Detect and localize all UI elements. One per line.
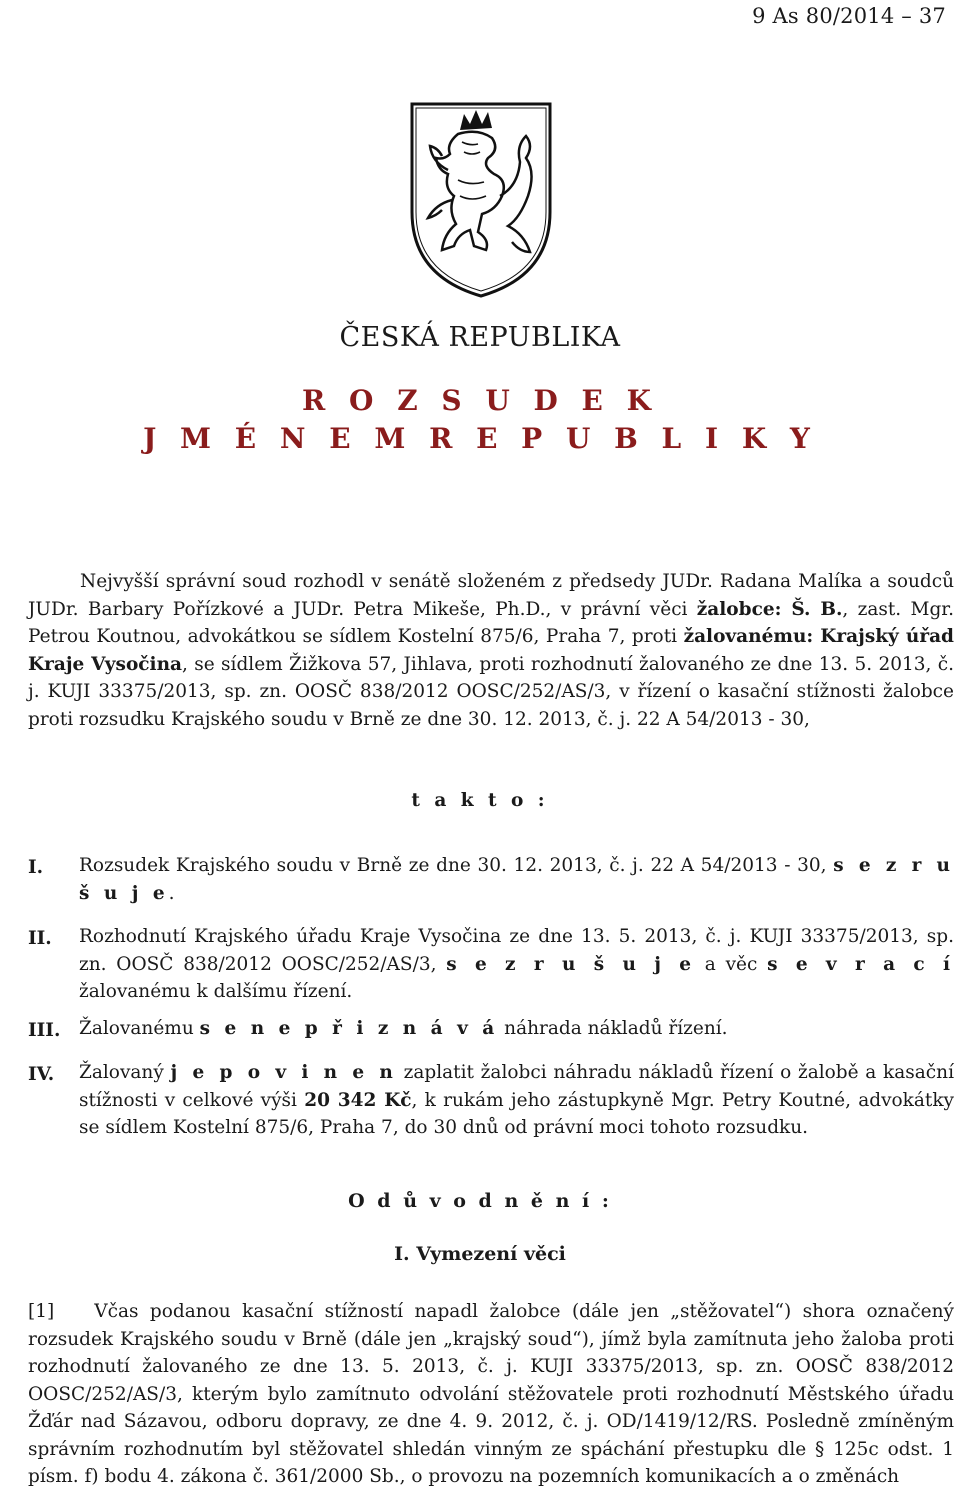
verdict-emphasis: s e v r a c í bbox=[767, 953, 954, 975]
verdict-text: žalovanému k dalšímu řízení. bbox=[79, 981, 353, 1002]
verdict-text: Žalovaný bbox=[79, 1062, 171, 1083]
verdict-emphasis: s e z r u š u j e bbox=[79, 855, 954, 904]
verdict-text: Žalovanému bbox=[79, 1018, 200, 1039]
verdict-number: IV. bbox=[28, 1064, 55, 1085]
verdict-text: . bbox=[168, 882, 175, 904]
intro-text-3: , se sídlem Žižkova 57, Jihlava, proti rozhodnutí žalovaného ze dne 13. 5. 2013, č. j. KUJI 33375/2013, sp. zn. OOSČ 838/2012 OOSC/252/AS/3, v řízení o kasační stížnosti žalobce proti rozsudku Krajského soudu v Brně ze dne 30. 12. 2013, č. j. 22 A 54/2013 - 30, bbox=[28, 653, 954, 730]
verdict-emphasis: s e n e p ř i z n á v á bbox=[199, 1018, 499, 1039]
paragraph-text: Včas podanou kasační stížností napadl žalobce (dále jen „stěžovatel“) shora označený rozsudek Krajského soudu v Brně (dále jen „krajský soud“), jímž byla zamítnuta jeho žaloba proti rozhodnutí žalovaného ze dne 13. 5. 2013, č. j. KUJI 33375/2013, sp. zn. OOSČ 838/2012 OOSC/252/AS/3, kterým bylo zamítnuto odvolání stěžovatele proti rozhodnutí Městského úřadu Žďár nad Sázavou, odboru dopravy, ze dne 4. 9. 2012, č. j. OD/1419/12/RS. Posledně zmíněným správním rozhodnutím byl stěžovatel shledán vinným ze spáchání přestupku dle § 125c odst. 1 písm. f) bodu 4. zákona č. 361/2000 Sb., o provozu na pozemních komunikacích a o změnách bbox=[28, 1301, 954, 1487]
czech-lion-coat-of-arms-icon bbox=[408, 100, 554, 300]
verdict-item bbox=[79, 1015, 954, 1043]
verdict-emphasis: j e p o v i n e n bbox=[170, 1062, 397, 1083]
verdict-text: Rozhodnutí Krajského úřadu Kraje Vysočina ze dne 13. 5. 2013, č. j. KUJI 33375/2013, sp. zn. OOSČ 838/2012 OOSC/252/AS/3, bbox=[79, 926, 954, 975]
reasoning-paragraph bbox=[28, 1298, 954, 1491]
verdict-item bbox=[79, 1059, 954, 1142]
section-title: I. Vymezení věci bbox=[394, 1243, 566, 1265]
verdict-item bbox=[79, 923, 954, 1006]
verdict-text: , k rukám jeho zástupkyně Mgr. Petry Koutné, advokátky se sídlem Kostelní 875/6, Praha 7, do 30 dnů od právní moci tohoto rozsudku. bbox=[79, 1089, 954, 1138]
verdict-number: I. bbox=[28, 857, 44, 878]
judgment-subtitle: J M É N E M R E P U B L I K Y bbox=[143, 422, 817, 455]
verdict-text: náhrada nákladů řízení. bbox=[498, 1018, 728, 1039]
case-reference: 9 As 80/2014 – 37 bbox=[752, 4, 946, 28]
verdict-item bbox=[79, 852, 954, 907]
verdict-text: Rozsudek Krajského soudu v Brně ze dne 30. 12. 2013, č. j. 22 A 54/2013 - 30, bbox=[79, 855, 834, 876]
defendant-label: žalovanému: Krajský úřad Kraje Vysočina bbox=[28, 626, 954, 675]
verdict-text: zaplatit žalobci náhradu nákladů řízení o žalobě a kasační stížnosti v celkové výši bbox=[79, 1062, 954, 1111]
verdict-number: II. bbox=[28, 928, 52, 949]
intro-paragraph bbox=[28, 568, 954, 733]
plaintiff-label: žalobce: Š. B. bbox=[696, 598, 843, 620]
country-name: ČESKÁ REPUBLIKA bbox=[339, 322, 621, 353]
takto-heading: t a k t o : bbox=[411, 790, 549, 811]
intro-text-1: Nejvyšší správní soud rozhodl v senátě složeném z předsedy JUDr. Radana Malíka a soudců JUDr. Barbary Pořízkové a JUDr. Petra Mikeše, Ph.D., v právní věci bbox=[28, 571, 954, 620]
verdict-emphasis: s e z r u š u j e bbox=[446, 953, 696, 975]
reasoning-heading: O d ů v o d n ě n í : bbox=[348, 1190, 612, 1212]
judgment-title: R O Z S U D E K bbox=[302, 384, 658, 417]
cost-amount: 20 342 Kč bbox=[304, 1089, 412, 1111]
verdict-number: III. bbox=[28, 1020, 61, 1041]
intro-text-2: , zast. Mgr. Petrou Koutnou, advokátkou se sídlem Kostelní 875/6, Praha 7, proti bbox=[28, 598, 954, 647]
verdict-text: a věc bbox=[695, 953, 768, 975]
paragraph-number: [1] bbox=[28, 1301, 55, 1322]
